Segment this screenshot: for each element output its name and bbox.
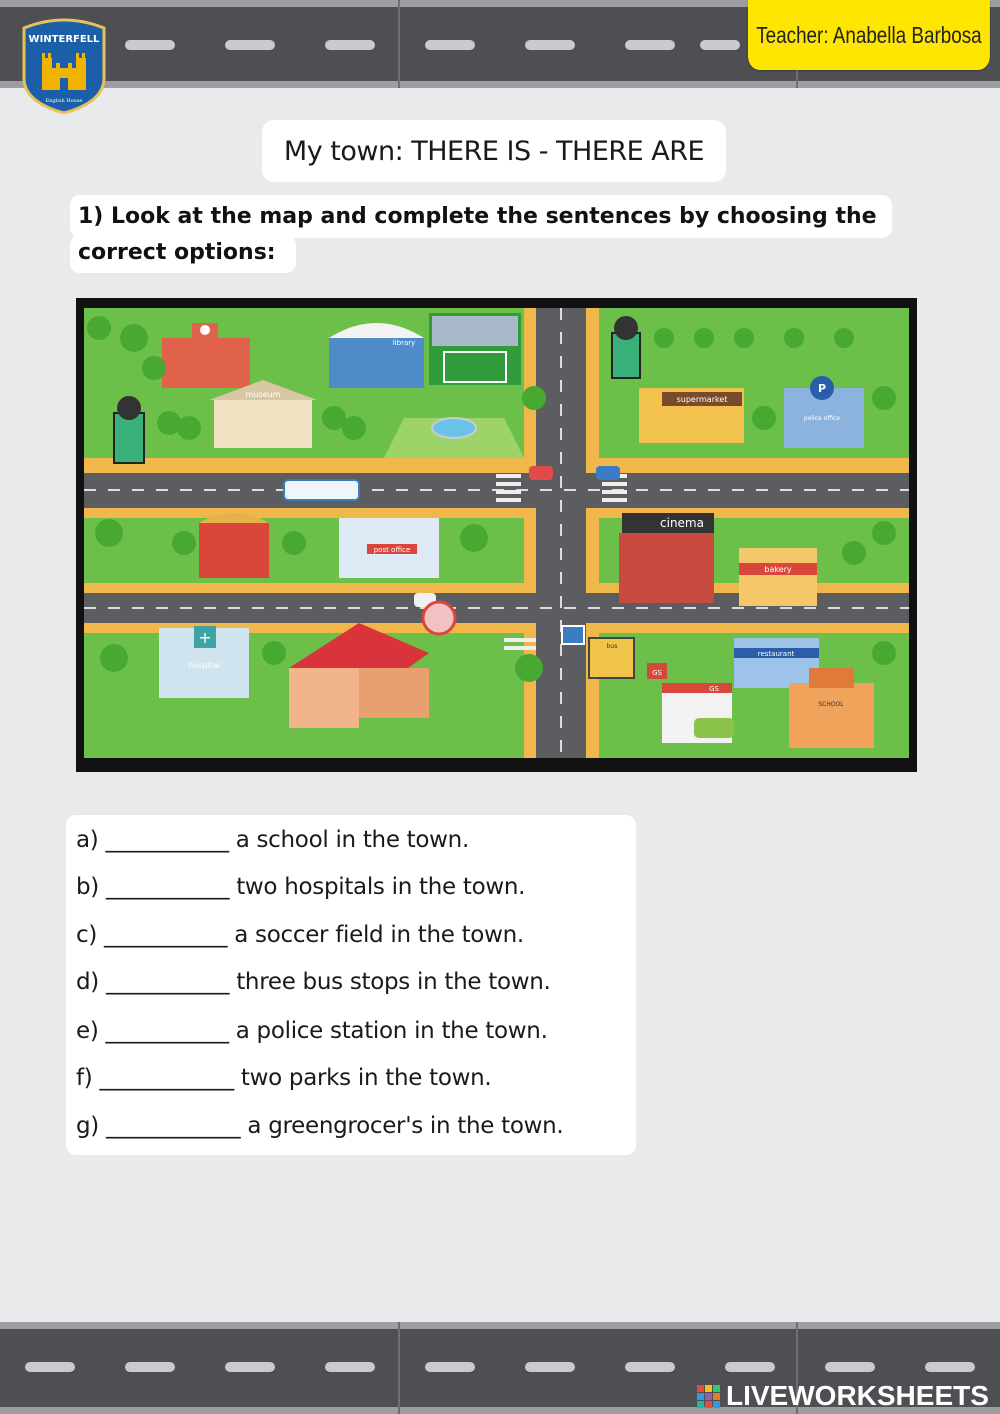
road-dash — [725, 1362, 775, 1372]
town-map — [76, 298, 917, 772]
map-label-gas: GS — [709, 685, 719, 693]
map-school-building — [162, 338, 250, 388]
road-dash — [325, 1362, 375, 1372]
map-label-police: police office — [803, 415, 841, 422]
svg-text:P: P — [817, 382, 827, 395]
road-dash — [700, 40, 740, 50]
road-dash — [825, 1362, 875, 1372]
liveworksheets-brand[interactable] — [697, 1380, 989, 1412]
road-dash — [925, 1362, 975, 1372]
logo-subtitle: English House — [45, 98, 83, 104]
instruction-line-1: 1) Look at the map and complete the sentences by choosing the — [70, 195, 892, 238]
map-car — [596, 466, 620, 480]
question-g: g) ____________ a greengrocer's in the town. — [76, 1113, 564, 1139]
svg-text:+: + — [198, 628, 212, 647]
map-car — [694, 718, 734, 738]
road-separator — [398, 0, 400, 88]
map-bakery — [739, 548, 817, 606]
map-school-building — [789, 683, 874, 748]
map-road-sign — [423, 602, 455, 634]
road-dash — [425, 40, 475, 50]
road-dash — [525, 40, 575, 50]
map-label-post-office: post office — [373, 546, 411, 554]
question-d: d) ___________ three bus stops in the town. — [76, 969, 551, 995]
map-label-restaurant: restaurant — [757, 650, 795, 658]
question-a: a) ___________ a school in the town. — [76, 827, 469, 853]
instruction-line-2: correct options: — [70, 235, 296, 273]
road-dash — [325, 40, 375, 50]
map-bus-vehicle — [284, 480, 359, 500]
map-label-gas-sign: GS — [652, 669, 662, 677]
map-bus-stop — [114, 413, 144, 463]
road-dash — [625, 40, 675, 50]
road-dash — [125, 40, 175, 50]
road-dash — [225, 1362, 275, 1372]
map-label-supermarket: supermarket — [676, 395, 728, 404]
road-dash — [225, 40, 275, 50]
logo-title: WINTERFELL — [28, 34, 100, 45]
liveworksheets-text: LIVEWORKSHEETS — [726, 1380, 989, 1411]
road-dash — [625, 1362, 675, 1372]
map-museum — [214, 398, 312, 448]
road-edge — [0, 81, 1000, 88]
map-restaurant — [734, 638, 819, 688]
map-label-cinema: cinema — [660, 516, 704, 530]
questions-box — [66, 815, 636, 1155]
road-dash — [525, 1362, 575, 1372]
winterfell-logo — [18, 18, 110, 114]
question-e: e) ___________ a police station in the town. — [76, 1018, 548, 1044]
map-car — [529, 466, 553, 480]
map-label-school: SCHOOL — [818, 701, 844, 708]
map-label-hospital: hospital — [188, 661, 220, 670]
map-label-bus: bus — [606, 643, 618, 650]
question-b: b) ___________ two hospitals in the town. — [76, 874, 526, 900]
road-edge — [0, 1322, 1000, 1329]
question-f: f) ____________ two parks in the town. — [76, 1065, 492, 1091]
map-label-library: library — [392, 339, 416, 347]
liveworksheets-logo-icon — [697, 1385, 720, 1408]
map-bus-sign — [562, 626, 584, 644]
map-cinema — [619, 533, 714, 603]
teacher-badge: Teacher: Anabella Barbosa — [748, 0, 990, 70]
road-dash — [425, 1362, 475, 1372]
map-fire-station — [199, 523, 269, 578]
road-dash — [25, 1362, 75, 1372]
road-separator — [398, 1322, 400, 1414]
worksheet-title: My town: THERE IS - THERE ARE — [262, 120, 726, 182]
map-label-bakery: bakery — [764, 565, 792, 574]
map-label-museum: museum — [245, 390, 281, 399]
question-c: c) ___________ a soccer field in the town. — [76, 922, 524, 948]
road-dash — [125, 1362, 175, 1372]
